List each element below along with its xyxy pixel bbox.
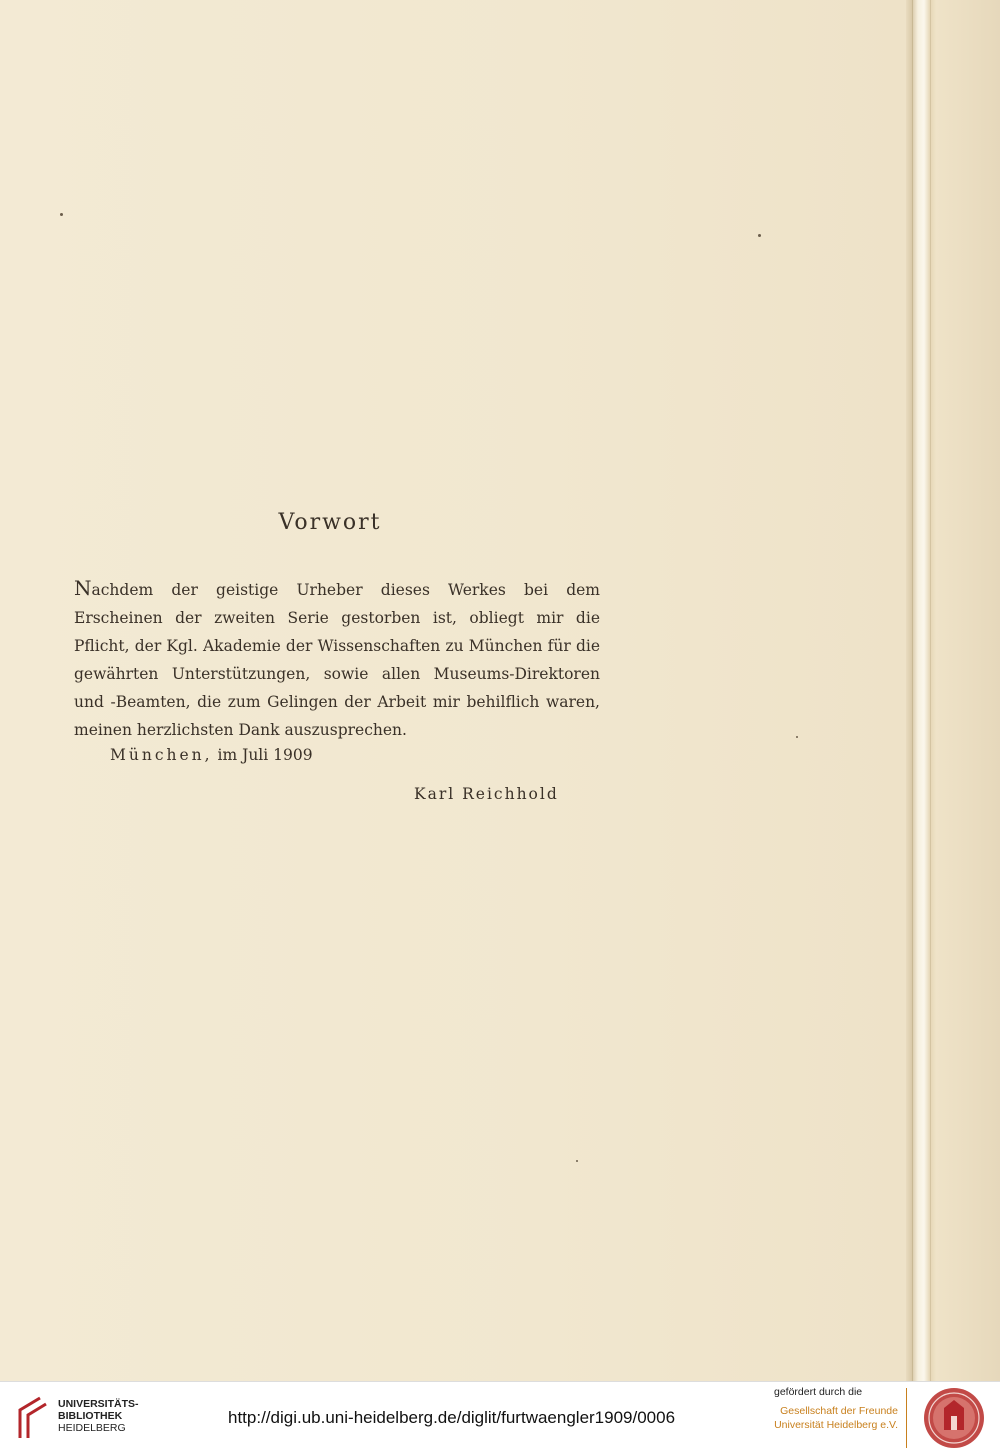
ub-logo-icon [10, 1394, 50, 1442]
university-seal-icon [922, 1386, 986, 1450]
permalink[interactable]: http://digi.ub.uni-heidelberg.de/diglit/furtwaengler1909/0006 [228, 1408, 676, 1427]
place-text: München, [110, 746, 213, 764]
paragraph-text: achdem der geistige Urheber dieses Werkes bei dem Erscheinen der zweiten Serie gestorben ist, obliegt mir die Pflicht, der Kgl. Akademie der Wissenschaften zu München für die gewährten Unterstützungen, sowie allen Museums-Direktoren und -Beamten, die zum Gelingen der Arbeit mir behilflich waren, meinen herzlichsten Dank auszusprechen. [74, 581, 600, 739]
sponsor-line-1: Gesellschaft der Freunde [780, 1405, 898, 1417]
sponsor-line-2: Universität Heidelberg e.V. [774, 1419, 898, 1431]
place-date-line [110, 746, 313, 764]
book-edge [906, 0, 1000, 1381]
date-text: im Juli 1909 [217, 746, 313, 764]
footer-bar [0, 1381, 1000, 1454]
library-name [58, 1398, 139, 1434]
signature: Karl Reichhold [414, 785, 559, 803]
edge-line [912, 0, 913, 1381]
footer-divider [906, 1388, 907, 1448]
edge-line [930, 0, 931, 1381]
sponsor-name [774, 1404, 898, 1432]
paper-speck [576, 1160, 578, 1162]
preface-paragraph [74, 574, 600, 744]
library-line-3: HEIDELBERG [58, 1422, 126, 1434]
sponsor-label: gefördert durch die [774, 1386, 863, 1398]
library-line-2: BIBLIOTHEK [58, 1410, 123, 1422]
initial-letter: N [74, 576, 92, 600]
page-title: Vorwort [278, 510, 382, 535]
paper-speck [796, 736, 798, 738]
paper-speck [758, 234, 761, 237]
paper-speck [60, 213, 63, 216]
library-line-1: UNIVERSITÄTS- [58, 1398, 139, 1410]
